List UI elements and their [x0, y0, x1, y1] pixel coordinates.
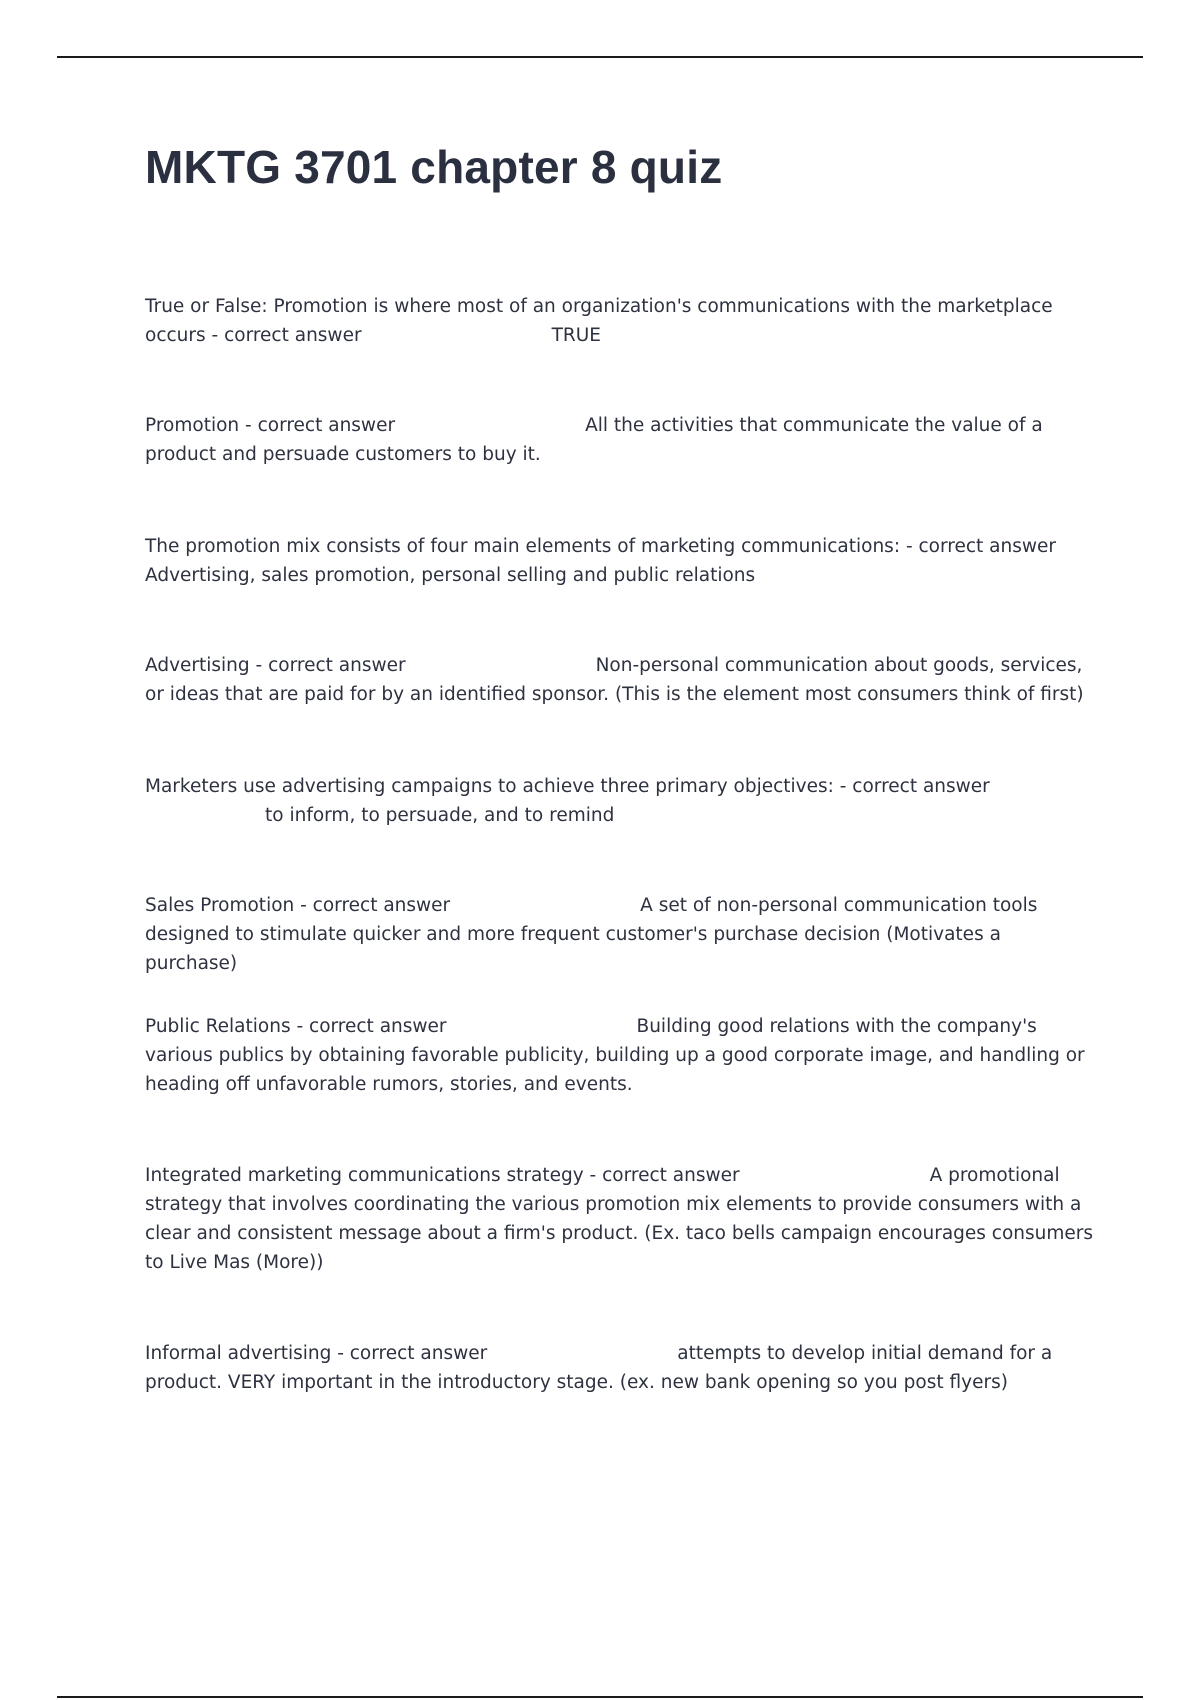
qa-separator: - correct answer [900, 536, 1056, 557]
qa-separator: - correct answer [583, 1165, 740, 1186]
document-title: MKTG 3701 chapter 8 quiz [145, 141, 723, 193]
qa-item [145, 772, 1095, 830]
qa-separator: - correct answer [249, 655, 406, 676]
qa-answer: attempts to develop initial demand for a product. VERY important in the introductory stage. (ex. new bank opening so you post flyers) [145, 1343, 1053, 1393]
qa-term: True or False: Promotion is where most of an organization's communications with the marketplace occurs [145, 296, 1053, 346]
qa-separator: - correct answer [331, 1343, 488, 1364]
qa-separator: - correct answer [239, 415, 396, 436]
qa-answer: All the activities that communicate the value of a product and persuade customers to buy it. [145, 415, 1043, 465]
top-rule [57, 56, 1143, 58]
qa-term: Advertising [145, 655, 250, 676]
qa-answer: TRUE [551, 325, 601, 346]
qa-item [145, 411, 1095, 469]
qa-separator: - correct answer [205, 325, 362, 346]
qa-item [145, 1339, 1095, 1397]
qa-term: Marketers use advertising campaigns to achieve three primary objectives: [145, 776, 834, 797]
bottom-rule [57, 1696, 1143, 1698]
qa-term: Sales Promotion [145, 895, 295, 916]
qa-term: Public Relations [145, 1016, 291, 1037]
qa-answer: Non-personal communication about goods, services, or ideas that are paid for by an identified sponsor. (This is the element most consumers think of first) [145, 655, 1084, 705]
qa-term: Promotion [145, 415, 240, 436]
qa-separator: - correct answer [294, 895, 451, 916]
qa-item [145, 891, 1095, 978]
qa-item [145, 1161, 1095, 1277]
qa-item [145, 532, 1095, 590]
qa-term: The promotion mix consists of four main elements of marketing communications: [145, 536, 901, 557]
qa-term: Integrated marketing communications strategy [145, 1165, 584, 1186]
qa-item [145, 1012, 1095, 1099]
qa-answer: A set of non-personal communication tools designed to stimulate quicker and more frequent customer's purchase decision (Motivates a purchase) [145, 895, 1038, 974]
qa-answer: to inform, to persuade, and to remind [265, 805, 615, 826]
qa-answer: Building good relations with the company's various publics by obtaining favorable publicity, building up a good corporate image, and handling or heading off unfavorable rumors, stories, and events. [145, 1016, 1085, 1095]
qa-term: Informal advertising [145, 1343, 332, 1364]
qa-answer: A promotional strategy that involves coordinating the various promotion mix elements to provide consumers with a clear and consistent message about a firm's product. (Ex. taco bells campaign encourages consumers to Live Mas (More)) [145, 1165, 1094, 1273]
qa-item [145, 651, 1095, 709]
qa-answer: Advertising, sales promotion, personal selling and public relations [145, 565, 756, 586]
qa-separator: - correct answer [290, 1016, 447, 1037]
qa-separator: - correct answer [833, 776, 990, 797]
qa-item [145, 292, 1095, 350]
